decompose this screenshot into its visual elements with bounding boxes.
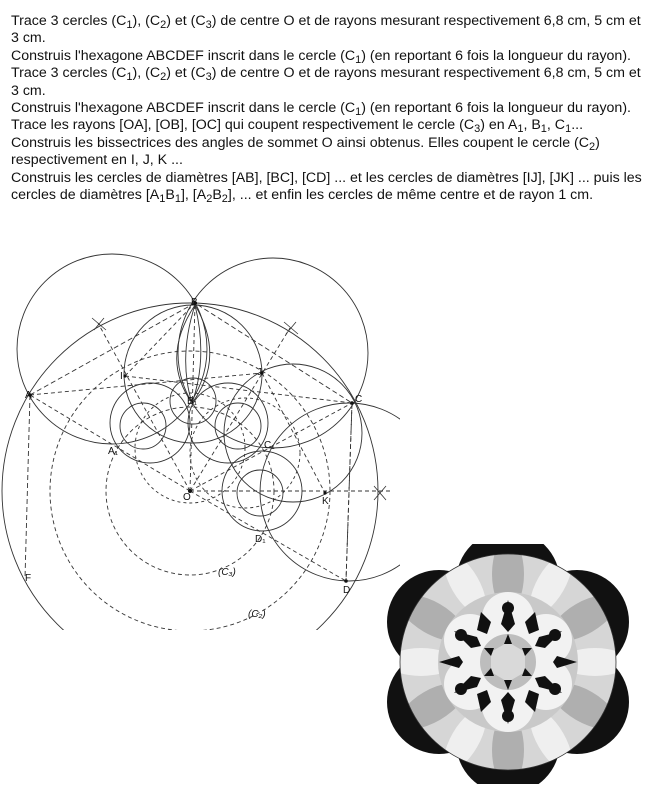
- label-f: F: [25, 573, 32, 584]
- label-a: A: [25, 390, 32, 401]
- circle-diameter-a1b1: [110, 383, 190, 463]
- circle-diameter-jk: [224, 364, 362, 502]
- instruction-paragraph-4: Construis l'hexagone ABCDEF inscrit dans le cercle $(C_1)$ (en reportant 6 fois la longueur du rayon).: [11, 100, 631, 119]
- construction-line-3: [262, 373, 325, 493]
- small-circle-1: [120, 403, 166, 449]
- instruction-paragraph-5: Trace les rayons [OA], [OB], [OC] qui coupent respectivement le cercle $(C_3)$ en $A_1$, $B_1$, $C_1$...: [11, 117, 584, 136]
- construction-diagram: [0, 248, 400, 630]
- bisector-oi: [98, 323, 190, 491]
- instruction-paragraph-2: Construis l'hexagone ABCDEF inscrit dans le cercle $(C_1)$ (en reportant 6 fois la longueur du rayon).: [11, 47, 631, 66]
- construction-line-5: [125, 303, 195, 376]
- instruction-paragraph-7: Construis les cercles de diamètres [AB], [BC], [CD] ... et les cercles de diamètres [IJ], [JK] ... puis les cercles de diamètres $[A_1B_1]$, $[A_2B_2]$, ... et enfin les cercles de même centre et de rayon 1 cm.: [11, 169, 642, 206]
- label-o: O: [183, 492, 191, 503]
- construction-line-2: [125, 376, 352, 403]
- label-b1: B₁: [187, 396, 198, 407]
- point-d: [344, 579, 348, 583]
- label-c2: (C₂): [248, 609, 266, 620]
- label-c: C: [355, 394, 363, 405]
- construction-line-1: [30, 373, 262, 395]
- instructions-text: [11, 13, 643, 204]
- label-i: I: [120, 371, 123, 382]
- rosace-figure: [369, 544, 647, 784]
- circle-c1: [2, 303, 378, 630]
- instruction-paragraph-6: Construis les bissectrices des angles de sommet O ainsi obtenus. Elles coupent le cercle $(C_2)$ respectivement en I, J, K ...: [11, 134, 600, 169]
- label-j: J: [257, 367, 262, 378]
- point-k: [323, 491, 326, 494]
- point-i: [123, 374, 126, 377]
- dashed-circle-2: [190, 398, 300, 508]
- radius-oa: [30, 395, 190, 491]
- point-c: [350, 401, 354, 405]
- lens-b-2: [177, 305, 210, 403]
- bisector-oj: [190, 328, 290, 491]
- label-c3: (C₃): [218, 567, 236, 578]
- label-d: D: [343, 585, 351, 596]
- label-b: B: [191, 297, 198, 308]
- label-k: K: [322, 496, 329, 507]
- instruction-paragraph-1: Trace 3 cercles $(C_1)$, $(C_2)$ et $(C_3)$ de centre O et de rayons mesurant respectivement 6,8 cm, 5 cm et 3 cm.: [11, 13, 641, 47]
- side-fa: [25, 395, 30, 578]
- circle-diameter-ij: [124, 305, 262, 443]
- cross-mark-3: [374, 486, 386, 500]
- label-c1: C₁: [264, 440, 275, 451]
- label-a1: A₁: [108, 446, 119, 457]
- instruction-paragraph-3: Trace 3 cercles $(C_1)$, $(C_2)$ et $(C_3)$ de centre O et de rayons mesurant respectivement 6,8 cm, 5 cm et 3 cm.: [11, 65, 641, 99]
- label-d1: D₁: [255, 534, 266, 545]
